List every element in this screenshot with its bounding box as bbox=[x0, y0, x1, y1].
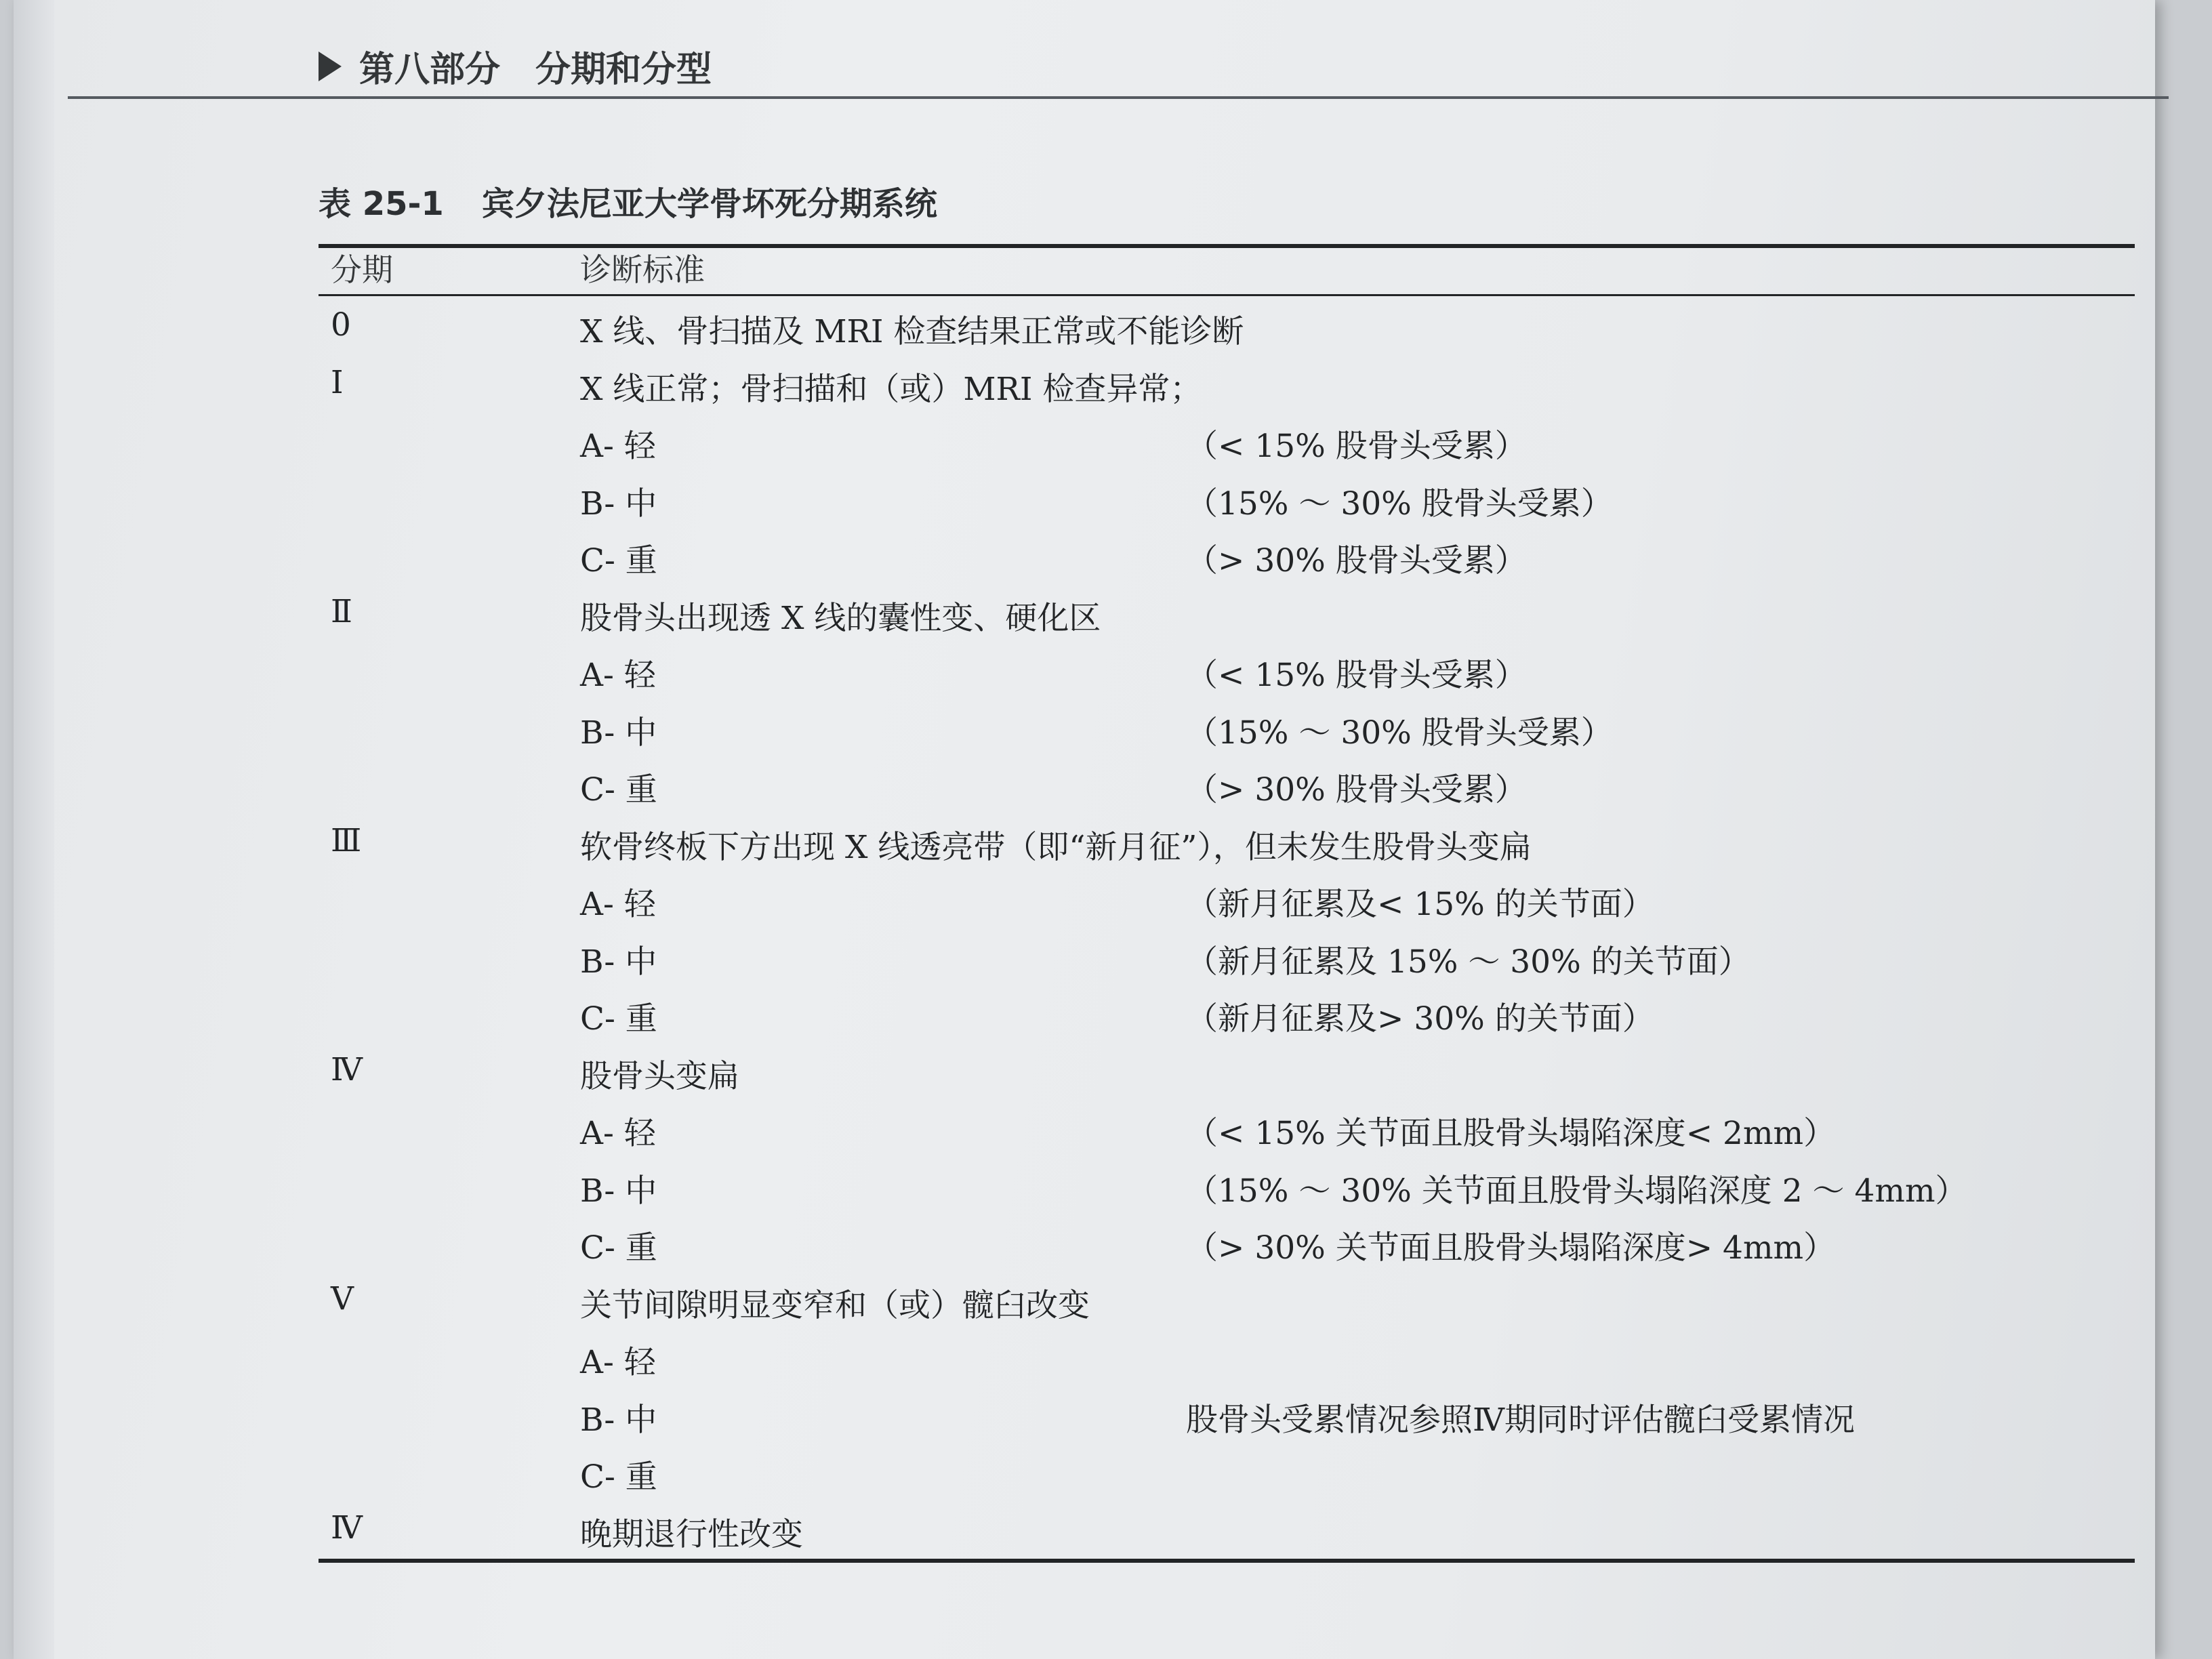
criterion-cell: X 线正常；骨扫描和（或）MRI 检查异常； bbox=[580, 370, 1202, 408]
criterion-cell: C- 重 bbox=[580, 542, 657, 579]
table-row bbox=[14, 933, 2155, 989]
stage-cell: Ⅱ bbox=[331, 592, 352, 630]
table-row bbox=[14, 646, 2155, 703]
table-row bbox=[14, 1104, 2155, 1161]
table-row bbox=[14, 302, 2155, 359]
table-row bbox=[14, 1391, 2155, 1448]
table-title: 宾夕法尼亚大学骨坏死分期系统 bbox=[481, 185, 937, 223]
criterion-cell: A- 轻 bbox=[580, 657, 656, 694]
table-row bbox=[14, 989, 2155, 1046]
table-row bbox=[14, 360, 2155, 417]
criterion-cell: X 线、骨扫描及 MRI 检查结果正常或不能诊断 bbox=[580, 313, 1244, 350]
book-page bbox=[14, 0, 2155, 1659]
header-rule bbox=[68, 96, 2169, 99]
criterion-cell: A- 轻 bbox=[580, 1344, 656, 1381]
table-row bbox=[14, 875, 2155, 932]
stage-cell: Ⅴ bbox=[331, 1279, 354, 1317]
involvement-note: （> 30% 股骨头受累） bbox=[1186, 771, 1527, 808]
criterion-cell: 软骨终板下方出现 X 线透亮带（即“新月征”），但未发生股骨头变扁 bbox=[580, 828, 1532, 866]
criterion-cell: B- 中 bbox=[580, 1172, 657, 1210]
criterion-cell: A- 轻 bbox=[580, 886, 656, 923]
criterion-cell: A- 轻 bbox=[580, 1115, 656, 1152]
running-head-label: 第八部分 分期和分型 bbox=[359, 49, 712, 90]
stage-cell: 0 bbox=[331, 306, 351, 344]
table-number: 表 25-1 bbox=[319, 185, 444, 223]
criterion-cell: 股骨头出现透 X 线的囊性变、硬化区 bbox=[580, 599, 1101, 637]
column-header-stage: 分期 bbox=[331, 251, 393, 288]
table-bottom-rule bbox=[319, 1559, 2135, 1563]
table-row bbox=[14, 531, 2155, 588]
stage-cell: Ⅳ bbox=[331, 1509, 363, 1547]
criterion-cell: B- 中 bbox=[580, 485, 657, 523]
involvement-note: （> 30% 股骨头受累） bbox=[1186, 542, 1527, 579]
criterion-cell: 关节间隙明显变窄和（或）髋臼改变 bbox=[580, 1286, 1090, 1324]
table-row bbox=[14, 818, 2155, 875]
involvement-note: （> 30% 关节面且股骨头塌陷深度> 4mm） bbox=[1186, 1229, 1836, 1267]
criterion-cell: 股骨头变扁 bbox=[580, 1057, 739, 1095]
table-row bbox=[14, 1047, 2155, 1104]
involvement-note: （新月征累及> 30% 的关节面） bbox=[1186, 1000, 1654, 1038]
involvement-note: （< 15% 股骨头受累） bbox=[1186, 428, 1527, 465]
table-row bbox=[14, 703, 2155, 760]
criterion-cell: A- 轻 bbox=[580, 428, 656, 465]
criterion-cell: B- 中 bbox=[580, 1401, 657, 1439]
table-row bbox=[14, 1162, 2155, 1218]
involvement-note: 股骨头受累情况参照Ⅳ期同时评估髋臼受累情况 bbox=[1186, 1401, 1855, 1439]
involvement-note: （15% ～ 30% 股骨头受累） bbox=[1186, 714, 1613, 752]
table-row bbox=[14, 1218, 2155, 1275]
stage-cell: Ⅰ bbox=[331, 363, 344, 401]
column-header-criteria: 诊断标准 bbox=[580, 251, 705, 288]
stage-cell: Ⅳ bbox=[331, 1050, 363, 1088]
table-row bbox=[14, 474, 2155, 531]
involvement-note: （15% ～ 30% 股骨头受累） bbox=[1186, 485, 1613, 523]
involvement-note: （15% ～ 30% 关节面且股骨头塌陷深度 2 ～ 4mm） bbox=[1186, 1172, 1967, 1210]
criterion-cell: C- 重 bbox=[580, 1229, 657, 1267]
criterion-cell: B- 中 bbox=[580, 714, 657, 752]
triangle-marker-icon bbox=[319, 52, 342, 81]
criterion-cell: C- 重 bbox=[580, 771, 657, 808]
involvement-note: （新月征累及 15% ～ 30% 的关节面） bbox=[1186, 943, 1750, 981]
table-row bbox=[14, 1505, 2155, 1562]
table-row bbox=[14, 1333, 2155, 1390]
table-row bbox=[14, 760, 2155, 817]
stage-cell: Ⅲ bbox=[331, 821, 362, 859]
criterion-cell: 晚期退行性改变 bbox=[580, 1515, 803, 1553]
involvement-note: （< 15% 股骨头受累） bbox=[1186, 657, 1527, 694]
involvement-note: （< 15% 关节面且股骨头塌陷深度< 2mm） bbox=[1186, 1115, 1836, 1152]
table-header-rule bbox=[319, 294, 2135, 296]
criterion-cell: C- 重 bbox=[580, 1458, 657, 1496]
table-row bbox=[14, 589, 2155, 646]
table-caption bbox=[319, 178, 937, 224]
table-row bbox=[14, 1276, 2155, 1333]
table-row bbox=[14, 417, 2155, 474]
table-row bbox=[14, 1448, 2155, 1504]
involvement-note: （新月征累及< 15% 的关节面） bbox=[1186, 886, 1654, 923]
criterion-cell: B- 中 bbox=[580, 943, 657, 981]
criterion-cell: C- 重 bbox=[580, 1000, 657, 1038]
running-head bbox=[319, 41, 712, 91]
